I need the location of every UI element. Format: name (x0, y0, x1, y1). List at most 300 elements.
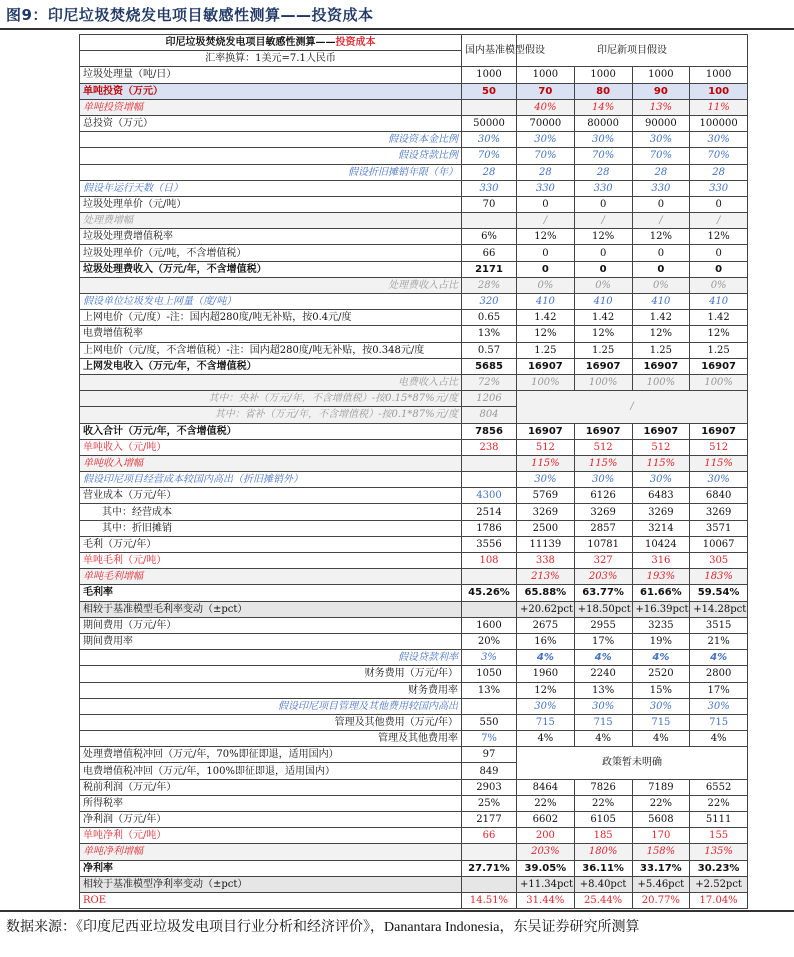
table-row (80, 876, 748, 892)
scenario-value: 30% (632, 472, 690, 488)
base-value: 72% (462, 374, 517, 390)
table-row (80, 844, 748, 860)
scenario-value: 22% (517, 795, 575, 811)
scenario-value: 4% (574, 731, 632, 747)
table-row (80, 795, 748, 811)
scenario-value: +8.40pct (574, 876, 632, 892)
table-row (80, 245, 748, 261)
scenario-value: 11139 (517, 536, 575, 552)
scenario-value: 4% (517, 731, 575, 747)
scenario-value: / (632, 213, 690, 229)
scenario-value: 30% (690, 698, 748, 714)
base-value: 70 (462, 196, 517, 212)
scenario-value: 305 (690, 553, 748, 569)
scenario-value: 30.23% (690, 860, 748, 876)
scenario-value: 7826 (574, 779, 632, 795)
base-value (462, 844, 517, 860)
base-value (462, 569, 517, 585)
scenario-value: 200 (517, 828, 575, 844)
scenario-value: 2857 (574, 520, 632, 536)
scenario-value: 100% (517, 374, 575, 390)
scenario-value: 39.05% (517, 860, 575, 876)
base-value: 1206 (462, 391, 517, 407)
scenario-value: 28 (517, 164, 575, 180)
table-row (80, 132, 748, 148)
table-row (80, 229, 748, 245)
scenario-value: 100% (574, 374, 632, 390)
base-value: 13% (462, 682, 517, 698)
table-row (80, 779, 748, 795)
table-row (80, 277, 748, 293)
scenario-value: 12% (632, 326, 690, 342)
scenario-value: 1000 (690, 67, 748, 83)
scenario-value: 0 (690, 245, 748, 261)
scenario-value: 100000 (690, 115, 748, 131)
table-row (80, 148, 748, 164)
table-row (80, 504, 748, 520)
base-value: 28 (462, 164, 517, 180)
row-label: 总投资（万元） (80, 115, 462, 131)
table-title-main: 印尼垃圾焚烧发电项目敏感性测算—— (165, 37, 336, 49)
scenario-value: 12% (517, 682, 575, 698)
source-note: 数据来源：《印度尼西亚垃圾发电项目行业分析和经济评价》，Danantara Indonesia，东吴证券研究所测算 (6, 920, 640, 935)
row-label: 假设年运行天数（日） (80, 180, 462, 196)
scenario-value: 1000 (632, 67, 690, 83)
scenario-value: 30% (574, 698, 632, 714)
base-value: 97 (462, 747, 517, 763)
scenario-value: 0 (517, 245, 575, 261)
scenario-value: 0 (690, 196, 748, 212)
scenario-value: 100 (690, 83, 748, 99)
scenario-value: 327 (574, 553, 632, 569)
row-label: 营业成本（万元/年） (80, 488, 462, 504)
scenario-value: 715 (574, 714, 632, 730)
scenario-value: 7189 (632, 779, 690, 795)
base-value: 2514 (462, 504, 517, 520)
new-project-column-header: 印尼新项目假设 (517, 35, 748, 67)
scenario-value: / (690, 213, 748, 229)
scenario-value: 6105 (574, 812, 632, 828)
row-label: 其中：省补（万元/年，不含增值税）-按0.1*87%元/度 (80, 407, 462, 423)
base-value: 27.71% (462, 860, 517, 876)
scenario-value: 4% (574, 650, 632, 666)
scenario-value: 16907 (632, 358, 690, 374)
row-label: ROE (80, 892, 462, 908)
table-title-highlight: 投资成本 (335, 37, 376, 49)
scenario-value: 12% (690, 229, 748, 245)
scenario-value: 63.77% (574, 585, 632, 601)
base-value: 7% (462, 731, 517, 747)
scenario-value: 0 (632, 245, 690, 261)
base-value: 6% (462, 229, 517, 245)
scenario-value: 2675 (517, 617, 575, 633)
scenario-value: 0 (574, 196, 632, 212)
row-label: 垃圾处理费收入（万元/年，不含增值税） (80, 261, 462, 277)
scenario-value: 155 (690, 828, 748, 844)
row-label: 假设印尼项目经营成本较国内高出（折旧摊销外） (80, 472, 462, 488)
scenario-value: 100% (632, 374, 690, 390)
row-label: 净利率 (80, 860, 462, 876)
scenario-value: 17% (574, 633, 632, 649)
base-value: 108 (462, 553, 517, 569)
base-value: 70% (462, 148, 517, 164)
scenario-value: +14.28pct (690, 601, 748, 617)
scenario-value: 13% (632, 99, 690, 115)
scenario-value: 70% (690, 148, 748, 164)
base-value: 66 (462, 828, 517, 844)
row-label: 其中：央补（万元/年，不含增值税）-按0.15*87%元/度 (80, 391, 462, 407)
bottom-rule (0, 910, 794, 912)
table-row (80, 423, 748, 439)
scenario-value: +20.62pct (517, 601, 575, 617)
row-label: 电费增值税冲回（万元/年，100%即征即退，适用国内） (80, 763, 462, 779)
scenario-value: 30% (690, 472, 748, 488)
base-value: 66 (462, 245, 517, 261)
scenario-value: 22% (632, 795, 690, 811)
scenario-value: +5.46pct (632, 876, 690, 892)
scenario-value: 12% (632, 229, 690, 245)
table-row (80, 553, 748, 569)
scenario-value: 16907 (517, 358, 575, 374)
scenario-value: 512 (517, 439, 575, 455)
scenario-value: 70 (517, 83, 575, 99)
scenario-value: 0% (517, 277, 575, 293)
base-value: 320 (462, 294, 517, 310)
base-value: 25% (462, 795, 517, 811)
table-row (80, 488, 748, 504)
scenario-value: 1.25 (574, 342, 632, 358)
exchange-rate-note: 汇率换算：1美元=7.1人民币 (80, 51, 462, 67)
scenario-value: 338 (517, 553, 575, 569)
scenario-value: 410 (632, 294, 690, 310)
base-value: 5685 (462, 358, 517, 374)
scenario-value: +16.39pct (632, 601, 690, 617)
row-label: 期间费用（万元/年） (80, 617, 462, 633)
scenario-value: 135% (690, 844, 748, 860)
base-value (462, 876, 517, 892)
scenario-value: 100% (690, 374, 748, 390)
scenario-value: 180% (574, 844, 632, 860)
scenario-value: +2.52pct (690, 876, 748, 892)
base-value: 1786 (462, 520, 517, 536)
scenario-value: 0 (574, 245, 632, 261)
scenario-value: 715 (632, 714, 690, 730)
row-label: 单吨净利增幅 (80, 844, 462, 860)
scenario-value: 70000 (517, 115, 575, 131)
scenario-value: 0 (632, 261, 690, 277)
scenario-value: 12% (517, 229, 575, 245)
scenario-value: 203% (517, 844, 575, 860)
scenario-value: 512 (574, 439, 632, 455)
scenario-value: 30% (517, 132, 575, 148)
table-row (80, 617, 748, 633)
table-row (80, 536, 748, 552)
scenario-value: 16% (517, 633, 575, 649)
base-value: 30% (462, 132, 517, 148)
scenario-value: 16907 (632, 423, 690, 439)
row-label: 单吨投资（万元） (80, 83, 462, 99)
scenario-value: 1000 (517, 67, 575, 83)
row-label: 处理费增幅 (80, 213, 462, 229)
scenario-value: 8464 (517, 779, 575, 795)
scenario-value: 6840 (690, 488, 748, 504)
table-row (80, 569, 748, 585)
base-value: 3% (462, 650, 517, 666)
scenario-value: 70% (632, 148, 690, 164)
base-value: 2903 (462, 779, 517, 795)
scenario-value: 13% (574, 682, 632, 698)
scenario-value: 61.66% (632, 585, 690, 601)
row-label: 单吨收入（元/吨） (80, 439, 462, 455)
scenario-value: 16907 (517, 423, 575, 439)
scenario-value: 330 (632, 180, 690, 196)
scenario-value: 316 (632, 553, 690, 569)
scenario-value: 0 (632, 196, 690, 212)
base-value (462, 213, 517, 229)
scenario-value: 90 (632, 83, 690, 99)
scenario-value: 16907 (690, 423, 748, 439)
scenario-value: 115% (517, 455, 575, 471)
row-label: 税前利润（万元/年） (80, 779, 462, 795)
scenario-value: 0 (517, 196, 575, 212)
scenario-value: +11.34pct (517, 876, 575, 892)
scenario-value: 10781 (574, 536, 632, 552)
scenario-value: 0% (690, 277, 748, 293)
base-value: 20% (462, 633, 517, 649)
scenario-value: 2800 (690, 666, 748, 682)
scenario-value: 33.17% (632, 860, 690, 876)
scenario-value: 6483 (632, 488, 690, 504)
scenario-value: 1.42 (690, 310, 748, 326)
scenario-value: 3269 (574, 504, 632, 520)
scenario-value: 2240 (574, 666, 632, 682)
scenario-value: 12% (574, 326, 632, 342)
scenario-value: 213% (517, 569, 575, 585)
base-value: 804 (462, 407, 517, 423)
table-row (80, 747, 748, 763)
scenario-value: 16907 (574, 423, 632, 439)
base-value: 3556 (462, 536, 517, 552)
table-row (80, 164, 748, 180)
table-row (80, 358, 748, 374)
scenario-value: 30% (517, 698, 575, 714)
scenario-value: 5111 (690, 812, 748, 828)
row-label: 处理费增值税冲回（万元/年，70%即征即退，适用国内） (80, 747, 462, 763)
table-row (80, 812, 748, 828)
base-value (462, 472, 517, 488)
scenario-value: 512 (632, 439, 690, 455)
scenario-value: 12% (517, 326, 575, 342)
row-label: 垃圾处理单价（元/吨） (80, 196, 462, 212)
scenario-value: +18.50pct (574, 601, 632, 617)
row-label: 财务费用（万元/年） (80, 666, 462, 682)
row-label: 单吨毛利增幅 (80, 569, 462, 585)
scenario-value: 5608 (632, 812, 690, 828)
base-value (462, 99, 517, 115)
table-row (80, 261, 748, 277)
scenario-value: 715 (517, 714, 575, 730)
scenario-value: 12% (574, 229, 632, 245)
table-row (80, 860, 748, 876)
sensitivity-table (79, 34, 748, 909)
scenario-value: 30% (574, 472, 632, 488)
row-label: 相较于基准模型毛利率变动（±pct） (80, 601, 462, 617)
scenario-value: 28 (632, 164, 690, 180)
row-label: 毛利率 (80, 585, 462, 601)
table-row (80, 326, 748, 342)
scenario-value: 203% (574, 569, 632, 585)
scenario-value: 28 (574, 164, 632, 180)
scenario-value: 65.88% (517, 585, 575, 601)
scenario-value: 1.42 (517, 310, 575, 326)
scenario-value: 1.42 (574, 310, 632, 326)
row-label: 上网电价（元/度）-注：国内超280度/吨无补贴，按0.4元/度 (80, 310, 462, 326)
row-label: 垃圾处理量（吨/日） (80, 67, 462, 83)
scenario-value: 11% (690, 99, 748, 115)
scenario-value: 30% (632, 132, 690, 148)
table-row (80, 455, 748, 471)
scenario-value: 4% (632, 731, 690, 747)
scenario-value: 3571 (690, 520, 748, 536)
base-value: 7856 (462, 423, 517, 439)
base-value: 2171 (462, 261, 517, 277)
scenario-value: 0 (517, 261, 575, 277)
scenario-value: 170 (632, 828, 690, 844)
scenario-value: 59.54% (690, 585, 748, 601)
row-label: 假设贷款比例 (80, 148, 462, 164)
scenario-value: 0% (574, 277, 632, 293)
scenario-value: 1.25 (632, 342, 690, 358)
table-row (80, 892, 748, 908)
scenario-value: 115% (690, 455, 748, 471)
scenario-value: 30% (632, 698, 690, 714)
row-label: 相较于基准模型净利率变动（±pct） (80, 876, 462, 892)
table-row (80, 99, 748, 115)
scenario-value: 10424 (632, 536, 690, 552)
base-value: 50000 (462, 115, 517, 131)
scenario-value: 2520 (632, 666, 690, 682)
scenario-value: 14% (574, 99, 632, 115)
base-value: 550 (462, 714, 517, 730)
row-label: 其中：经营成本 (80, 504, 462, 520)
table-row (80, 115, 748, 131)
row-label: 假设单位垃圾发电上网量（度/吨） (80, 294, 462, 310)
base-value: 4300 (462, 488, 517, 504)
scenario-value: / (517, 213, 575, 229)
row-label: 单吨净利（元/吨） (80, 828, 462, 844)
scenario-value: 40% (517, 99, 575, 115)
scenario-value: 22% (574, 795, 632, 811)
row-label: 垃圾处理单价（元/吨，不含增值税） (80, 245, 462, 261)
base-value: 13% (462, 326, 517, 342)
scenario-value: 1.25 (690, 342, 748, 358)
scenario-value: 6552 (690, 779, 748, 795)
scenario-value: 3515 (690, 617, 748, 633)
base-value: 50 (462, 83, 517, 99)
base-value: 0.57 (462, 342, 517, 358)
base-value: 0.65 (462, 310, 517, 326)
scenario-value: 6126 (574, 488, 632, 504)
scenario-value: 512 (690, 439, 748, 455)
scenario-value: 0% (632, 277, 690, 293)
scenario-value: 36.11% (574, 860, 632, 876)
table-row (80, 828, 748, 844)
table-row (80, 601, 748, 617)
scenario-value: 115% (632, 455, 690, 471)
scenario-value: 6602 (517, 812, 575, 828)
scenario-value: 17% (690, 682, 748, 698)
table-row (80, 698, 748, 714)
scenario-value: 3269 (690, 504, 748, 520)
row-label: 期间费用率 (80, 633, 462, 649)
scenario-value: 16907 (574, 358, 632, 374)
table-row (80, 585, 748, 601)
row-label: 处理费收入占比 (80, 277, 462, 293)
scenario-value: 410 (574, 294, 632, 310)
scenario-value: 4% (632, 650, 690, 666)
table-row (80, 682, 748, 698)
top-rule (0, 28, 794, 30)
table-row (80, 67, 748, 83)
scenario-value: 30% (517, 472, 575, 488)
scenario-value: 183% (690, 569, 748, 585)
row-label: 假设贷款利率 (80, 650, 462, 666)
scenario-value: 90000 (632, 115, 690, 131)
row-label: 财务费用率 (80, 682, 462, 698)
scenario-value: 19% (632, 633, 690, 649)
row-label: 毛利（万元/年） (80, 536, 462, 552)
scenario-value: 3269 (517, 504, 575, 520)
table-row (80, 180, 748, 196)
table-row (80, 650, 748, 666)
base-value: 45.26% (462, 585, 517, 601)
scenario-value: 4% (690, 650, 748, 666)
scenario-value: 80 (574, 83, 632, 99)
policy-merged-cell: 政策暂未明确 (517, 747, 748, 779)
scenario-value: 158% (632, 844, 690, 860)
row-label: 所得税率 (80, 795, 462, 811)
table-row (80, 83, 748, 99)
scenario-value: 0 (690, 261, 748, 277)
base-value: 238 (462, 439, 517, 455)
scenario-value: 193% (632, 569, 690, 585)
scenario-value: 30% (690, 132, 748, 148)
row-label: 上网电价（元/度，不含增值税）-注：国内超280度/吨无补贴，按0.348元/度 (80, 342, 462, 358)
row-label: 管理及其他费用率 (80, 731, 462, 747)
base-value (462, 601, 517, 617)
base-value: 330 (462, 180, 517, 196)
row-label: 假设折旧摊销年限（年） (80, 164, 462, 180)
scenario-value: 15% (632, 682, 690, 698)
table-row (80, 310, 748, 326)
table-row (80, 196, 748, 212)
scenario-value: 3235 (632, 617, 690, 633)
scenario-value: 2955 (574, 617, 632, 633)
scenario-value: 2500 (517, 520, 575, 536)
scenario-value: 80000 (574, 115, 632, 131)
row-label: 收入合计（万元/年，不含增值税） (80, 423, 462, 439)
scenario-value: 16907 (690, 358, 748, 374)
scenario-value: 3214 (632, 520, 690, 536)
figure-title: 图9：印尼垃圾焚烧发电项目敏感性测算——投资成本 (6, 6, 374, 24)
scenario-value: 0 (574, 261, 632, 277)
scenario-value: 10067 (690, 536, 748, 552)
row-label: 单吨收入增幅 (80, 455, 462, 471)
scenario-value: 31.44% (517, 892, 575, 908)
row-label: 单吨投资增幅 (80, 99, 462, 115)
table-row (80, 633, 748, 649)
table-row (80, 374, 748, 390)
